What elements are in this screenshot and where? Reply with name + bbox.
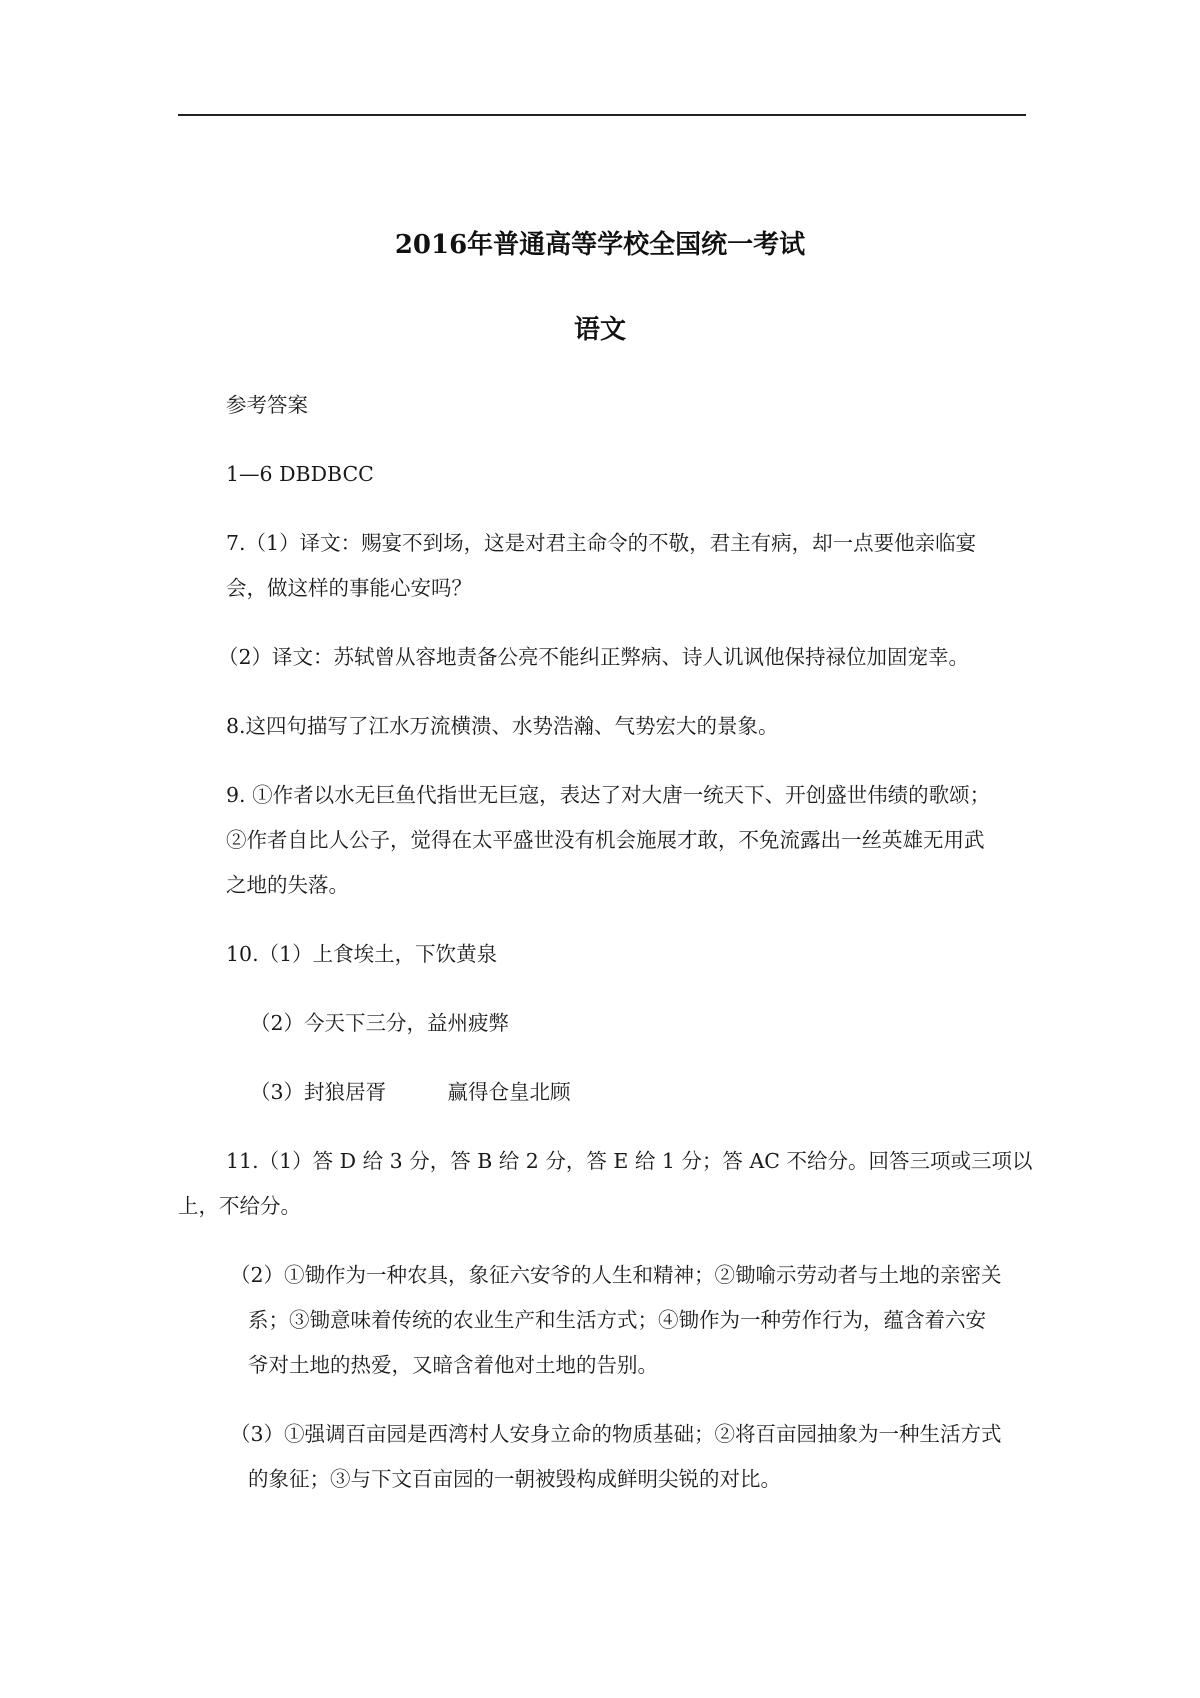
answer-line-11-1a: 11.（1）答 D 给 3 分，答 B 给 2 分，答 E 给 1 分；答 AC 不给分。回答三项或三项以 (226, 1149, 1033, 1173)
exam-title: 2016年普通高等学校全国统一考试 (394, 230, 806, 260)
answer-line-7-1b: 会，做这样的事能心安吗？ (226, 576, 472, 600)
answer-line-7-2: （2）译文：苏轼曾从容地责备公亮不能纠正弊病、诗人讥讽他保持禄位加固宠幸。 (218, 645, 970, 669)
answer-line-11-1b: 上，不给分。 (178, 1194, 301, 1218)
answer-line-11-2c: 爷对土地的热爱，又暗含着他对土地的告别。 (248, 1353, 658, 1377)
answer-line-11-3a: （3）①强调百亩园是西湾村人安身立命的物质基础；②将百亩园抽象为一种生活方式 (230, 1422, 1002, 1446)
answer-line-11-3b: 的象征；③与下文百亩园的一朝被毁构成鲜明尖锐的对比。 (248, 1467, 781, 1491)
answer-line-10-1: 10.（1）上食埃土，下饮黄泉 (226, 942, 498, 966)
answer-line-8: 8.这四句描写了江水万流横溃、水势浩瀚、气势宏大的景象。 (226, 714, 779, 738)
answer-line-9a: 9. ①作者以水无巨鱼代指世无巨寇，表达了对大唐一统天下、开创盛世伟绩的歌颂； (226, 783, 991, 807)
answer-line-7-1a: 7.（1）译文：赐宴不到场，这是对君主命令的不敬，君主有病，却一点要他亲临宴 (226, 531, 977, 555)
section-label: 参考答案 (226, 393, 308, 417)
header-rule (178, 114, 1026, 116)
answer-line-11-2a: （2）①锄作为一种农具，象征六安爷的人生和精神；②锄喻示劳动者与土地的亲密关 (230, 1263, 1002, 1287)
answer-line-10-2: （2）今天下三分，益州疲弊 (250, 1011, 510, 1035)
answer-line-9b: ②作者自比人公子，觉得在太平盛世没有机会施展才敢，不免流露出一丝英雄无用武 (226, 828, 985, 852)
answer-line-10-3: （3）封狼居胥 赢得仓皇北顾 (250, 1080, 571, 1104)
answer-line-11-2b: 系；③锄意味着传统的农业生产和生活方式；④锄作为一种劳作行为，蕴含着六安 (248, 1308, 986, 1332)
answer-line-1-6: 1—6 DBDBCC (226, 462, 374, 486)
answer-line-9c: 之地的失落。 (226, 873, 349, 897)
subject-title: 语文 (573, 315, 626, 345)
